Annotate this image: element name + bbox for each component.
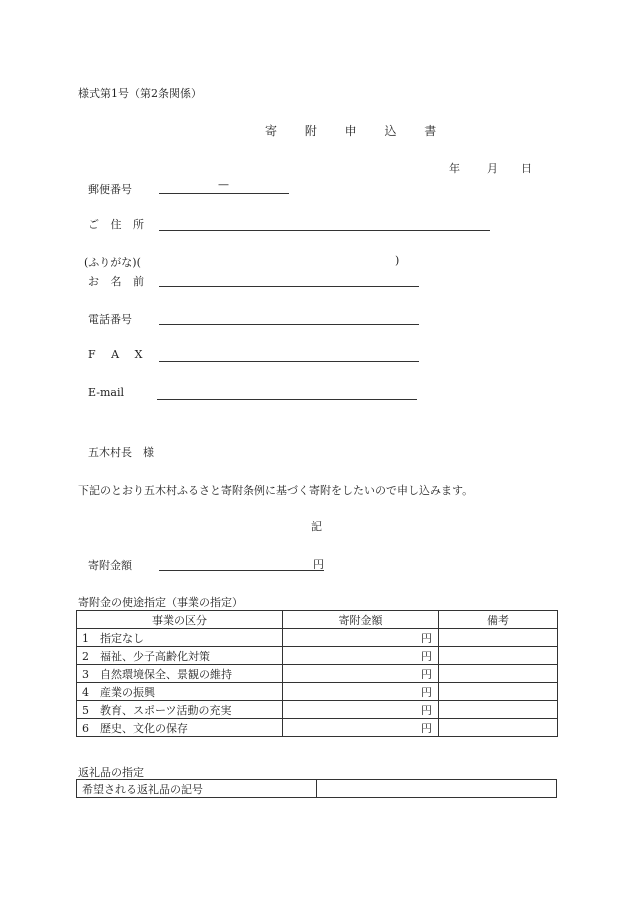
gift-heading: 返礼品の指定 (78, 766, 144, 779)
furigana-close: ) (395, 254, 400, 267)
amount-field[interactable] (159, 570, 324, 571)
table-row (77, 780, 557, 798)
usage-category: 2 福祉、少子高齢化対策 (77, 647, 283, 665)
email-field[interactable] (157, 399, 417, 400)
usage-category: 3 自然環境保全、景観の維持 (77, 665, 283, 683)
postal-field[interactable] (159, 193, 289, 194)
usage-amount-cell[interactable]: 円 (283, 647, 439, 665)
form-number: 様式第1号（第2条関係） (78, 87, 202, 100)
postal-label: 郵便番号 (88, 183, 132, 196)
usage-table (76, 610, 558, 737)
furigana-label: (ふりがな)( (84, 256, 141, 269)
gift-row-label: 希望される返礼品の記号 (77, 780, 317, 798)
usage-header-amount: 寄附金額 (283, 611, 439, 629)
usage-notes-cell[interactable] (439, 629, 558, 647)
usage-amount-cell[interactable]: 円 (283, 665, 439, 683)
name-label: お 名 前 (88, 275, 148, 288)
table-row (77, 647, 558, 665)
usage-notes-cell[interactable] (439, 719, 558, 737)
usage-category: 6 歴史、文化の保存 (77, 719, 283, 737)
date-day: 日 (521, 162, 532, 175)
address-field[interactable] (159, 230, 490, 231)
table-row (77, 683, 558, 701)
gift-code-cell[interactable] (317, 780, 557, 798)
usage-notes-cell[interactable] (439, 701, 558, 719)
usage-header-notes: 備考 (439, 611, 558, 629)
usage-notes-cell[interactable] (439, 683, 558, 701)
usage-notes-cell[interactable] (439, 665, 558, 683)
postal-dash: — (218, 178, 229, 191)
fax-field[interactable] (159, 361, 419, 362)
fax-label: F A X (88, 348, 149, 361)
phone-label: 電話番号 (88, 313, 132, 326)
usage-notes-cell[interactable] (439, 647, 558, 665)
usage-category: 4 産業の振興 (77, 683, 283, 701)
usage-amount-cell[interactable]: 円 (283, 701, 439, 719)
usage-amount-cell[interactable]: 円 (283, 629, 439, 647)
addressee: 五木村長 様 (88, 446, 154, 459)
table-row (77, 629, 558, 647)
usage-category: 5 教育、スポーツ活動の充実 (77, 701, 283, 719)
phone-field[interactable] (159, 324, 419, 325)
date-year: 年 (449, 162, 460, 175)
ki-heading: 記 (311, 520, 322, 533)
usage-amount-cell[interactable]: 円 (283, 719, 439, 737)
table-row (77, 665, 558, 683)
date-month: 月 (487, 162, 498, 175)
table-row (77, 719, 558, 737)
email-label: E-mail (88, 386, 124, 399)
usage-category: 1 指定なし (77, 629, 283, 647)
page-title: 寄 附 申 込 書 (265, 124, 449, 138)
amount-unit: 円 (313, 558, 324, 571)
table-row (77, 701, 558, 719)
usage-heading: 寄附金の使途指定（事業の指定） (78, 596, 243, 609)
usage-header-category: 事業の区分 (77, 611, 283, 629)
amount-label: 寄附金額 (88, 559, 132, 572)
name-field[interactable] (159, 286, 419, 287)
usage-amount-cell[interactable]: 円 (283, 683, 439, 701)
statement: 下記のとおり五木村ふるさと寄附条例に基づく寄附をしたいので申し込みます。 (78, 484, 474, 497)
address-label: ご 住 所 (88, 218, 148, 231)
gift-table (76, 779, 557, 798)
